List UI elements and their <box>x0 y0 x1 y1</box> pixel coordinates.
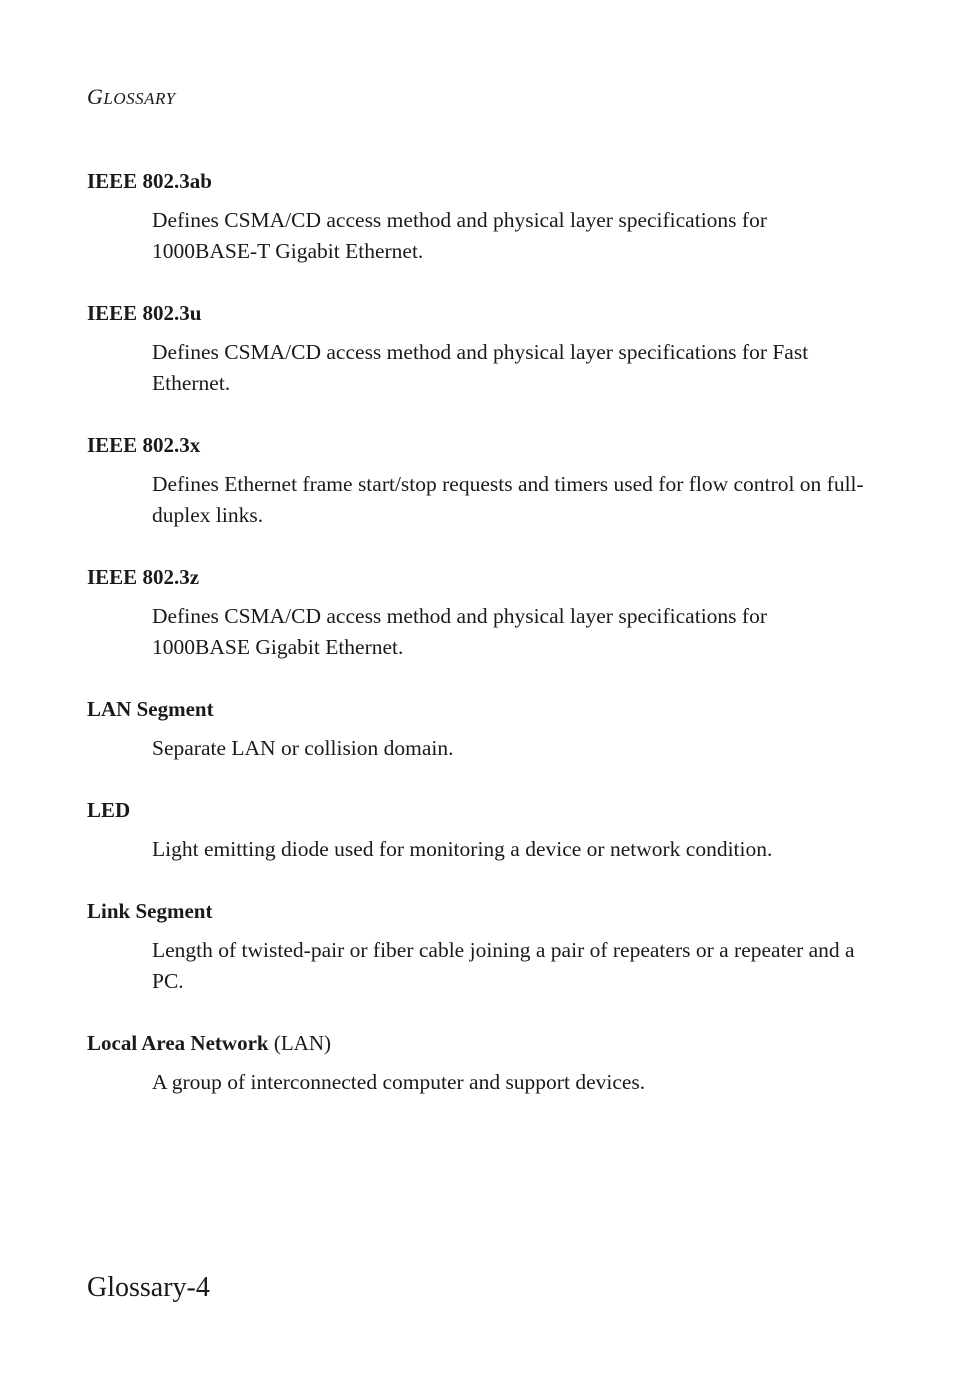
entry-term: IEEE 802.3x <box>87 433 201 457</box>
page-folio: Glossary-4 <box>87 1272 210 1303</box>
entry-definition: Defines CSMA/CD access method and physical layer specifications for Fast Ethernet. <box>152 340 809 395</box>
entry-term: LED <box>87 798 131 822</box>
glossary-entry <box>87 1029 867 1098</box>
running-header <box>87 84 176 110</box>
glossary-entry <box>87 431 867 531</box>
entry-definition: Light emitting diode used for monitoring a device or network condition. <box>152 837 773 861</box>
running-header-initial: G <box>87 84 104 109</box>
glossary-entry <box>87 897 867 997</box>
running-header-rest: LOSSARY <box>103 89 176 108</box>
entry-term: IEEE 802.3u <box>87 301 202 325</box>
glossary-entries <box>87 167 867 1098</box>
glossary-entry <box>87 796 867 865</box>
entry-term: LAN Segment <box>87 697 214 721</box>
glossary-entry <box>87 299 867 399</box>
entry-definition: Length of twisted-pair or fiber cable joining a pair of repeaters or a repeater and a PC. <box>152 938 855 993</box>
entry-term: Link Segment <box>87 899 213 923</box>
entry-definition: Defines Ethernet frame start/stop requests and timers used for flow control on full-duplex links. <box>152 472 864 527</box>
entry-term: IEEE 802.3ab <box>87 169 212 193</box>
entry-definition: Defines CSMA/CD access method and physical layer specifications for 1000BASE Gigabit Ethernet. <box>152 604 767 659</box>
entry-definition: Defines CSMA/CD access method and physical layer specifications for 1000BASE-T Gigabit Ethernet. <box>152 208 767 263</box>
entry-definition: Separate LAN or collision domain. <box>152 736 454 760</box>
glossary-entry <box>87 167 867 267</box>
entry-definition: A group of interconnected computer and support devices. <box>152 1070 646 1094</box>
entry-abbreviation: (LAN) <box>273 1031 331 1055</box>
entry-term: Local Area Network (LAN) <box>87 1031 331 1055</box>
entry-term: IEEE 802.3z <box>87 565 200 589</box>
glossary-entry <box>87 563 867 663</box>
glossary-entry <box>87 695 867 764</box>
